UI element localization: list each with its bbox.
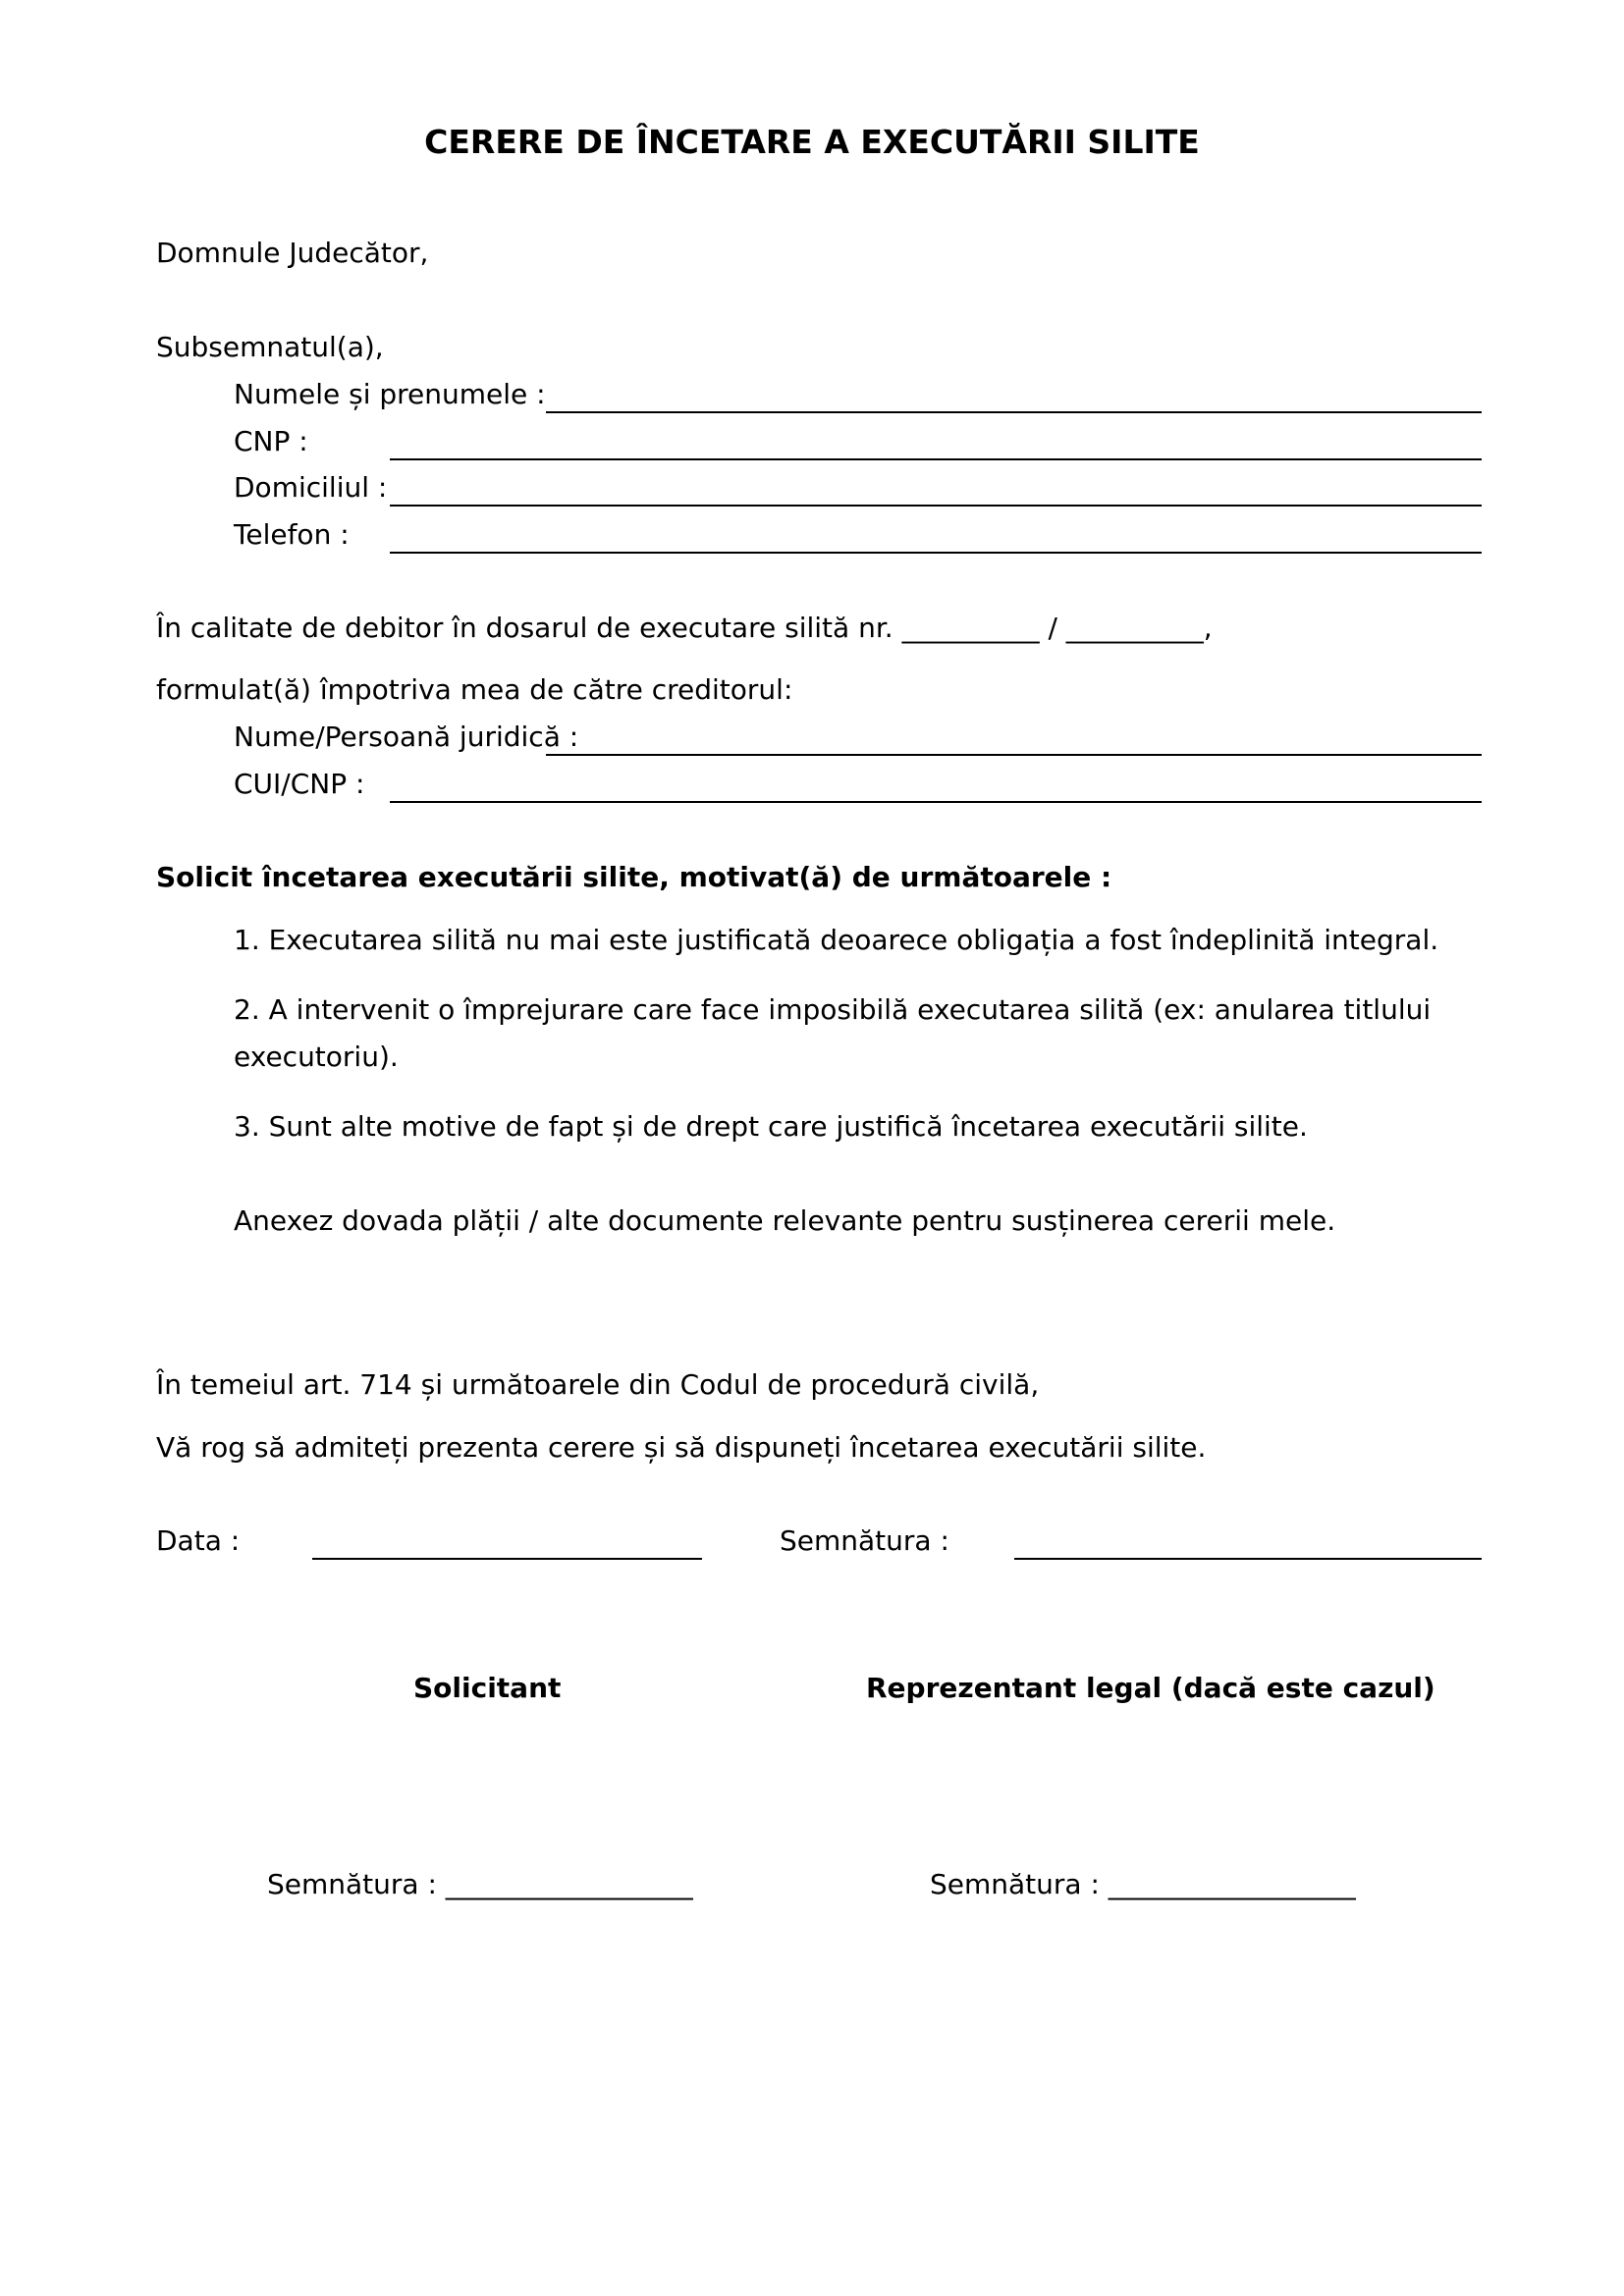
creditor-name-field[interactable] [546, 754, 1482, 756]
representative-signature[interactable]: Semnătura : __________________ [930, 1868, 1356, 1900]
applicant-heading: Solicitant [413, 1672, 562, 1704]
representative-heading: Reprezentant legal (dacă este cazul) [866, 1672, 1435, 1704]
signature-field[interactable] [1014, 1558, 1482, 1560]
creditor-name-label: Nume/Persoană juridică : [234, 721, 579, 753]
address-field[interactable] [390, 505, 1482, 507]
reason-1: 1. Executarea silită nu mai este justificată deoarece obligația a fost îndeplinită integral. [234, 924, 1439, 956]
phone-label: Telefon : [234, 518, 350, 551]
creditor-id-label: CUI/CNP : [234, 768, 365, 800]
document-title: CERERE DE ÎNCETARE A EXECUTĂRII SILITE [424, 123, 1200, 161]
date-label: Data : [156, 1524, 241, 1557]
debtor-case-line: În calitate de debitor în dosarul de executare silită nr. __________ / __________, [156, 612, 1213, 644]
phone-field[interactable] [390, 552, 1482, 554]
salutation: Domnule Judecător, [156, 237, 429, 269]
plea: Vă rog să admiteți prezenta cerere și să dispuneți încetarea executării silite. [156, 1431, 1207, 1464]
reason-3: 3. Sunt alte motive de fapt și de drept care justifică încetarea executării silite. [234, 1110, 1308, 1143]
name-label: Numele și prenumele : [234, 378, 546, 410]
signature-label: Semnătura : [780, 1524, 949, 1557]
applicant-intro: Subsemnatul(a), [156, 331, 384, 363]
legal-basis: În temeiul art. 714 și următoarele din Codul de procedură civilă, [156, 1368, 1040, 1401]
creditor-intro: formulat(ă) împotriva mea de către creditorul: [156, 673, 793, 706]
creditor-id-field[interactable] [390, 801, 1482, 803]
reason-2-line-2: executoriu). [234, 1041, 399, 1073]
annex-note: Anexez dovada plății / alte documente relevante pentru susținerea cererii mele. [234, 1204, 1336, 1237]
cnp-field[interactable] [390, 458, 1482, 460]
name-field[interactable] [546, 411, 1482, 413]
applicant-signature[interactable]: Semnătura : __________________ [267, 1868, 693, 1900]
date-field[interactable] [312, 1558, 702, 1560]
reason-2-line-1: 2. A intervenit o împrejurare care face imposibilă executarea silită (ex: anularea titlului [234, 993, 1432, 1026]
cnp-label: CNP : [234, 425, 308, 457]
request-heading: Solicit încetarea executării silite, motivat(ă) de următoarele : [156, 861, 1112, 893]
address-label: Domiciliul : [234, 471, 388, 504]
